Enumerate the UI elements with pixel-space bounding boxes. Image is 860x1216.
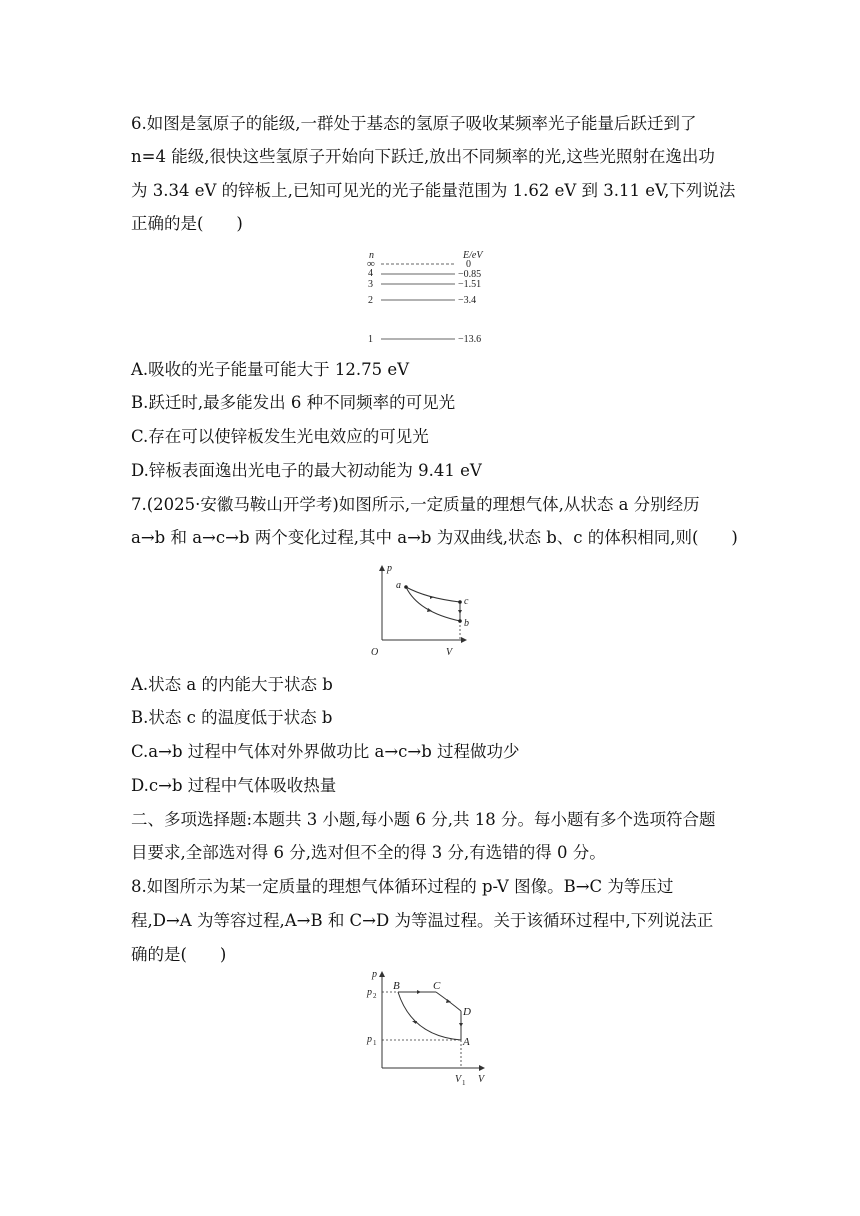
label-a: a [396,580,401,591]
label-a: A [463,1036,470,1048]
path-a-to-c [406,587,460,602]
p1-label: p [367,1034,372,1045]
q8-stem-line-3: 确的是( ) [131,945,227,964]
level-e-3: −1.51 [458,279,482,290]
level-n-1: 1 [368,334,373,345]
v1-subscript: 1 [462,1079,466,1087]
section2-line-2: 目要求,全部选对得 6 分,选对但不全的得 3 分,有选错的得 0 分。 [131,843,606,862]
q6-stem-line-2: n=4 能级,很快这些氢原子开始向下跃迁,放出不同频率的光,这些光照射在逸出功 [131,147,715,166]
origin-label: O [371,647,379,658]
q7-option-a: A.状态 a 的内能大于状态 b [131,675,333,694]
q6-option-c: C.存在可以使锌板发生光电效应的可见光 [131,427,429,446]
q8-stem-line-2: 程,D→A 为等容过程,A→B 和 C→D 为等温过程。关于该循环过程中,下列说法正 [131,911,714,930]
p2-label: p [367,987,372,998]
v1-label: V [455,1074,462,1085]
v-axis-label: V [478,1074,485,1085]
level-e-1: −13.6 [458,334,482,345]
energy-level-diagram [360,248,510,348]
q6-stem-line-4: 正确的是( ) [131,214,243,233]
label-b: B [393,980,400,992]
p1-subscript: 1 [373,1039,377,1047]
q7-stem-line-1: 7.(2025·安徽马鞍山开学考)如图所示,一定质量的理想气体,从状态 a 分别经历 [131,495,700,514]
q6-option-a: A.吸收的光子能量可能大于 12.75 eV [131,360,410,379]
level-n-infinity: ∞ [367,258,375,270]
q7-option-c: C.a→b 过程中气体对外界做功比 a→c→b 过程做功少 [131,742,520,761]
p-axis-label: p [372,969,377,980]
label-b: b [464,618,469,629]
energy-axis-label: E/eV [463,250,483,261]
p2-subscript: 2 [373,992,377,1000]
section2-line-1: 二、多项选择题:本题共 3 小题,每小题 6 分,共 18 分。每小题有多个选项符合题 [131,810,716,829]
level-n-3: 3 [368,279,373,290]
point-a [404,585,408,589]
arrow-on-da [459,1023,463,1027]
q6-option-b: B.跃迁时,最多能发出 6 种不同频率的可见光 [131,393,456,412]
label-d: D [463,1006,471,1018]
arrow-on-cb [458,610,462,614]
n-axis-label: n [369,250,374,261]
point-c [458,600,462,604]
q8-pv-cycle-diagram [362,966,496,1090]
q7-option-d: D.c→b 过程中气体吸收热量 [131,776,337,795]
arrow-on-ab [412,1021,417,1024]
curve-a-to-b [398,992,461,1040]
q7-pv-diagram [370,560,480,662]
curve-a-to-b [406,587,460,621]
level-n-2: 2 [368,295,373,306]
q8-stem-line-1: 8.如图所示为某一定质量的理想气体循环过程的 p-V 图像。B→C 为等压过 [131,877,674,896]
label-c: c [464,596,469,607]
p-axis-label: p [387,563,392,574]
point-b [458,619,462,623]
level-e-infinity: 0 [466,259,471,270]
v-axis-label: V [446,647,453,658]
label-c: C [433,980,441,992]
arrow-on-bc [417,990,421,994]
q7-option-b: B.状态 c 的温度低于状态 b [131,708,333,727]
q7-stem-line-2: a→b 和 a→c→b 两个变化过程,其中 a→b 为双曲线,状态 b、c 的体积相同,则( ) [131,528,738,547]
level-e-4: −0.85 [458,269,482,280]
q6-stem-line-3: 为 3.34 eV 的锌板上,已知可见光的光子能量范围为 1.62 eV 到 3.11 eV,下列说法 [131,181,736,200]
q6-stem-line-1: 6.如图是氢原子的能级,一群处于基态的氢原子吸收某频率光子能量后跃迁到了 [131,114,697,133]
level-e-2: −3.4 [458,295,477,306]
q6-option-d: D.锌板表面逸出光电子的最大初动能为 9.41 eV [131,461,482,480]
level-n-4: 4 [368,268,373,279]
